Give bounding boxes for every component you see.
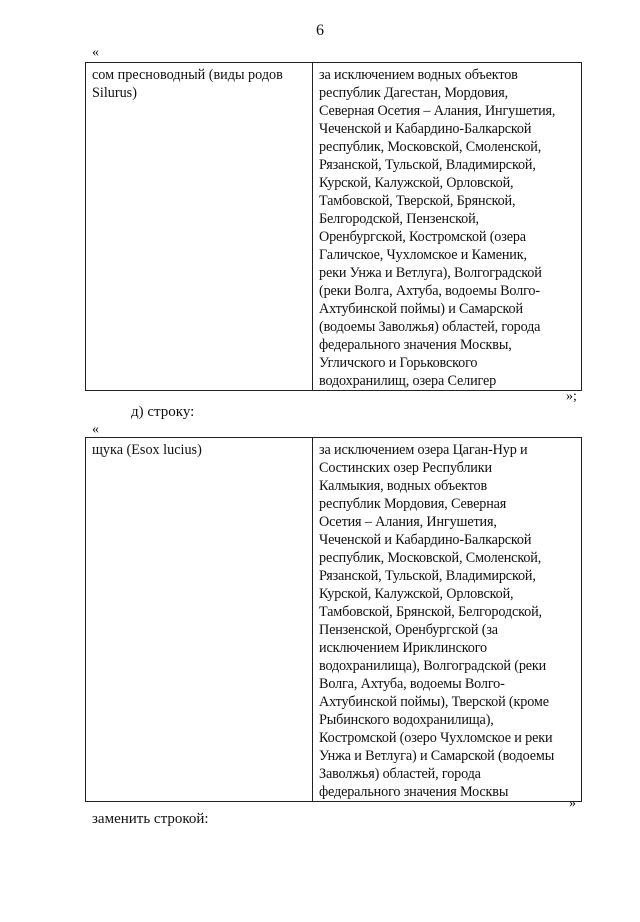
exception-line: Рязанской, Тульской, Владимирской, [319,568,536,584]
exception-line: Угличского и Горьковского [319,355,478,371]
exception-line: Костромской (озеро Чухломское и реки [319,730,553,746]
exception-line: исключением Ириклинского [319,640,487,656]
opening-quote-1: « [92,45,99,60]
exception-line: республик, Московской, Смоленской, [319,550,542,566]
exception-line: Чеченской и Кабардино-Балкарской [319,121,532,137]
exception-line: Белгородской, Пензенской, [319,211,479,227]
exception-line: Ахтубинской поймы) и Самарской [319,301,523,317]
exception-line: Курской, Калужской, Орловской, [319,175,514,191]
exception-cell-2 [313,438,581,801]
exception-line: федерального значения Москвы, [319,337,512,353]
exception-line: Ахтубинской поймы), Тверской (кроме [319,694,549,710]
exception-line: Пензенской, Оренбургской (за [319,622,498,638]
exception-line: Волга, Ахтуба, водоемы Волго- [319,676,505,692]
species-line: щука (Esox lucius) [92,442,202,458]
exception-line: Рязанской, Тульской, Владимирской, [319,157,536,173]
species-line: сом пресноводный (виды родов [92,67,283,83]
exception-line: (водоемы Заволжья) областей, города [319,319,541,335]
exception-line: Осетия – Алания, Ингушетия, [319,514,497,530]
exception-line: за исключением озера Цаган-Нур и [319,442,528,458]
closing-quote-2: » [569,796,576,811]
species-line: Silurus) [92,85,137,101]
exception-line: Состинских озер Республики [319,460,492,476]
exception-line: республик Дагестан, Мордовия, [319,85,509,101]
exception-line: Чеченской и Кабардино-Балкарской [319,532,532,548]
opening-quote-2: « [92,422,99,437]
species-table-2 [85,437,582,802]
exception-line: (реки Волга, Ахтуба, водоемы Волго- [319,283,540,299]
exception-line: Калмыкия, водных объектов [319,478,488,494]
exception-cell-1 [313,63,581,390]
exception-line: Галичское, Чухломское и Каменик, [319,247,527,263]
exception-line: федерального значения Москвы [319,784,509,800]
exception-line: Тамбовской, Брянской, Белгородской, [319,604,542,620]
exception-line: Северная Осетия – Алания, Ингушетия, [319,103,556,119]
exception-line: водохранилищ, озера Селигер [319,373,497,389]
exception-line: водохранилища), Волгоградской (реки [319,658,547,674]
item-d-label: д) строку: [131,404,195,420]
exception-line: Оренбургской, Костромской (озера [319,229,526,245]
species-cell-2 [86,438,313,801]
exception-line: за исключением водных объектов [319,67,518,83]
replace-label: заменить строкой: [92,811,209,827]
species-table-1 [85,62,582,391]
exception-line: Унжа и Ветлуга) и Самарской (водоемы [319,748,555,764]
exception-line: республик, Московской, Смоленской, [319,139,542,155]
exception-line: Рыбинского водохранилища), [319,712,494,728]
exception-line: реки Унжа и Ветлуга), Волгоградской [319,265,542,281]
exception-line: Заволжья) областей, города [319,766,481,782]
exception-line: Тамбовской, Тверской, Брянской, [319,193,516,209]
species-cell-1 [86,63,313,390]
closing-quote-1: »; [566,389,577,404]
exception-line: республик Мордовия, Северная [319,496,507,512]
page-number: 6 [316,22,324,39]
exception-line: Курской, Калужской, Орловской, [319,586,514,602]
